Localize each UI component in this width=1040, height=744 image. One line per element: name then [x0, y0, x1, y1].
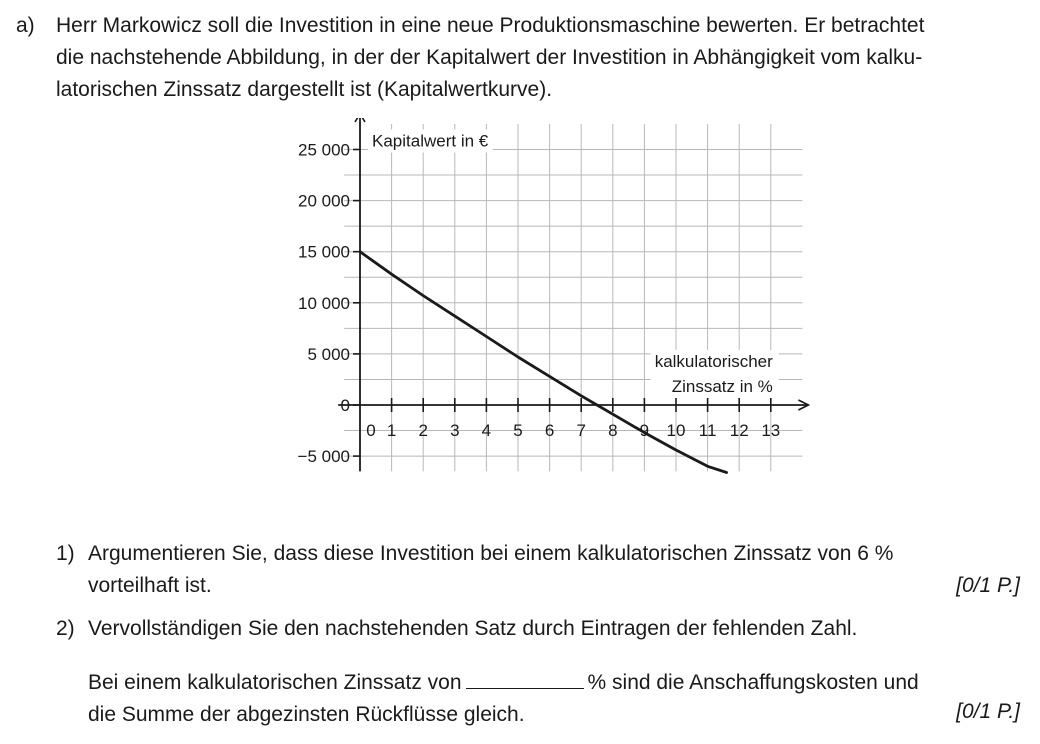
y-tick-label: 25 000	[298, 140, 350, 160]
x-tick-label: 4	[481, 421, 492, 440]
subtask-1-text	[88, 538, 1028, 602]
subtask-1-line: Argumentieren Sie, dass diese Investition bei einem kalkulatorischen Zinssatz von 6 %	[88, 542, 894, 565]
subtask-2-number: 2)	[56, 617, 75, 640]
chart-grid	[344, 124, 802, 471]
y-tick-label: −5 000	[297, 447, 350, 467]
y-tick-label: 5 000	[307, 344, 350, 364]
x-tick-label: 11	[698, 421, 717, 440]
x-tick-label: 7	[576, 421, 586, 440]
x-tick-label: 3	[450, 421, 460, 440]
y-tick-label: 0	[340, 396, 350, 415]
intro-line: die nachstehende Abbildung, in der der Kapitalwert der Investition in Abhängigkeit vom kalku-	[56, 46, 923, 69]
x-tick-label: 8	[608, 421, 618, 440]
y-tick-label: 15 000	[298, 242, 350, 262]
chart-axes	[338, 118, 808, 471]
sentence-after-blank: % sind die Anschaffungskosten und	[587, 671, 919, 694]
intro-line: Herr Markowicz soll die Investition in eine neue Produktionsmaschine bewerten. Er betrachtet	[56, 14, 925, 37]
x-tick-label: 12	[729, 421, 749, 440]
y-tick-label: 10 000	[298, 293, 350, 313]
subtask-2-sentence-line-2: die Summe der abgezinsten Rückflüsse gleich.	[88, 703, 525, 726]
x-tick-label: 1	[386, 421, 397, 440]
x-tick-label: 10	[666, 421, 686, 440]
x-axis-label-line: kalkulatorischer	[654, 351, 773, 371]
x-tick-label: 5	[513, 421, 523, 440]
x-tick-label: 13	[761, 421, 781, 440]
x-axis-label-line: Zinssatz in %	[671, 376, 773, 396]
subtask-2-sentence	[88, 664, 1028, 731]
x-tick-label: 6	[544, 421, 555, 440]
task-letter: a)	[16, 14, 35, 37]
subtask-2-sentence-line-1	[88, 664, 1028, 699]
kapitalwert-chart	[270, 118, 810, 478]
subtask-2-instruction-line: Vervollständigen Sie den nachstehenden Satz durch Eintragen der fehlenden Zahl.	[88, 617, 858, 640]
intro-line: latorischen Zinssatz dargestellt ist (Kapitalwertkurve).	[56, 78, 553, 101]
subtask-1-line: vorteilhaft ist.	[88, 574, 212, 597]
x-tick-label: 0	[366, 421, 376, 440]
answer-blank[interactable]	[466, 664, 584, 689]
subtask-1-number: 1)	[56, 542, 75, 565]
x-tick-label: 2	[418, 421, 428, 440]
y-tick-label: 20 000	[298, 191, 350, 211]
task-intro	[56, 10, 1026, 106]
subtask-1-points: [0/1 P.]	[956, 574, 1020, 597]
x-tick-label: 9	[639, 421, 650, 440]
y-axis-label: Kapitalwert in €	[372, 131, 489, 151]
subtask-2-instruction	[88, 613, 1028, 645]
subtask-2-points: [0/1 P.]	[956, 700, 1020, 723]
sentence-before-blank: Bei einem kalkulatorischen Zinssatz von	[88, 671, 462, 694]
